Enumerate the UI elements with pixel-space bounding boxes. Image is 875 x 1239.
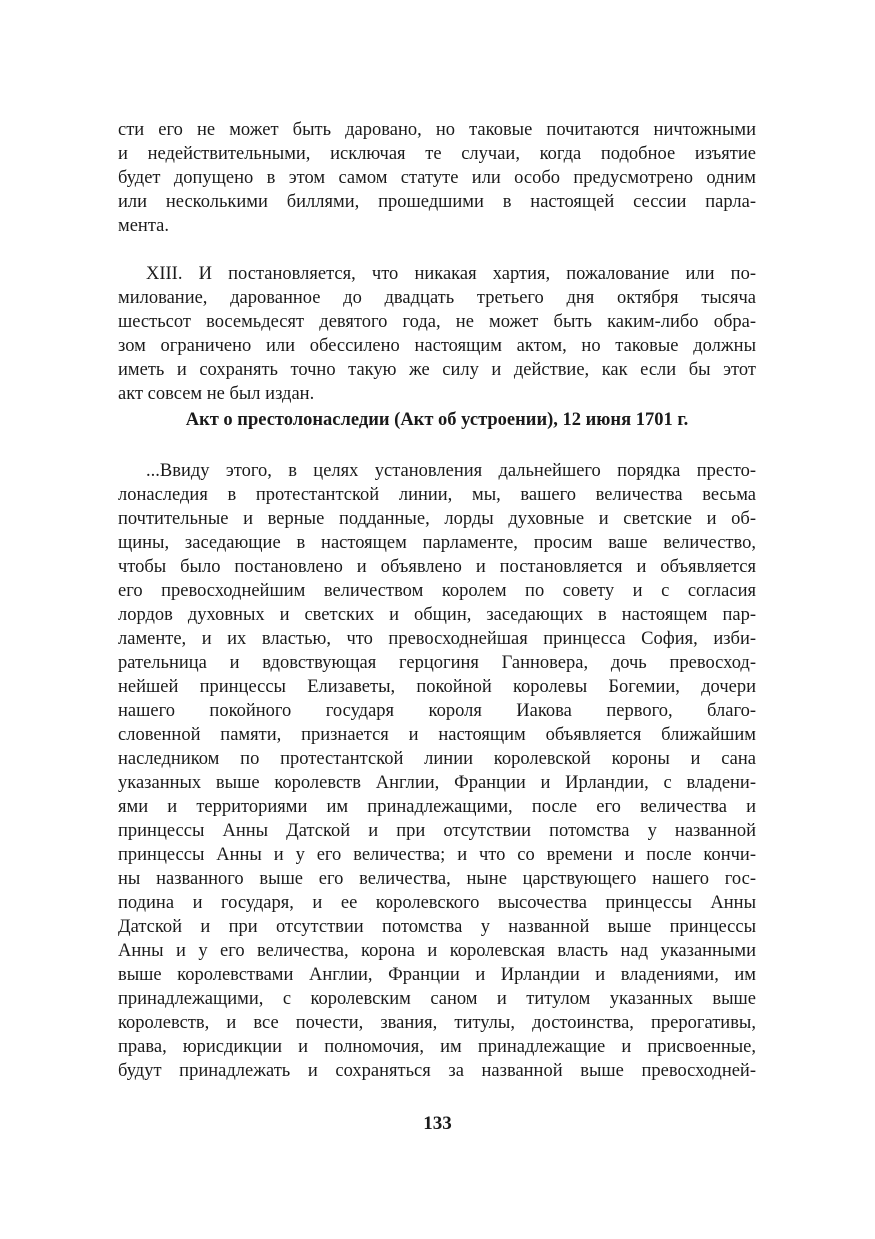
text-line: права, юрисдикции и полномочия, им принадлежащие и присвоенные, xyxy=(118,1037,756,1057)
text-line: ламенте, и их властью, что превосходнейшая принцесса София, изби- xyxy=(118,629,756,649)
paragraph-continued xyxy=(118,118,756,238)
text-line: акт совсем не был издан. xyxy=(118,384,315,404)
text-line: ями и территориями им принадлежащими, после его величества и xyxy=(118,797,756,817)
text-line: и недействительными, исключая те случаи, когда подобное изъятие xyxy=(118,144,756,164)
text-line: принцессы Анны и у его величества; и что со времени и после кончи- xyxy=(118,845,756,865)
text-line: зом ограничено или обессилено настоящим актом, но таковые должны xyxy=(118,336,756,356)
text-line: словенной памяти, признается и настоящим объявляется ближайшим xyxy=(118,725,756,745)
text-line: нейшей принцессы Елизаветы, покойной королевы Богемии, дочери xyxy=(118,677,756,697)
text-line: сти его не может быть даровано, но таковые почитаются ничтожными xyxy=(118,120,756,140)
text-line: чтобы было постановлено и объявлено и постановляется и объявляется xyxy=(118,557,756,577)
text-line: шестьсот восемьдесят девятого года, не может быть каким-либо обра- xyxy=(118,312,756,332)
text-line: рательница и вдовствующая герцогиня Ганновера, дочь превосход- xyxy=(118,653,756,673)
text-line: Датской и при отсутствии потомства у названной выше принцессы xyxy=(118,917,756,937)
text-line: ны названного выше его величества, ныне царствующего нашего гос- xyxy=(118,869,756,889)
text-line: лордов духовных и светских и общин, заседающих в настоящем пар- xyxy=(118,605,756,625)
text-line: будет допущено в этом самом статуте или особо предусмотрено одним xyxy=(118,168,756,188)
text-line: ...Ввиду этого, в целях установления дальнейшего порядка престо- xyxy=(146,461,756,481)
page-number: 133 xyxy=(423,1113,452,1134)
paragraph-article-xiii xyxy=(118,262,756,406)
text-line: милование, дарованное до двадцать третьего дня октября тысяча xyxy=(118,288,756,308)
text-line: принадлежащими, с королевским саном и титулом указанных выше xyxy=(118,989,756,1009)
text-line: указанных выше королевств Англии, Франции и Ирландии, с владени- xyxy=(118,773,756,793)
text-line: почтительные и верные подданные, лорды духовные и светские и об- xyxy=(118,509,756,529)
text-line: или несколькими биллями, прошедшими в настоящей сессии парла- xyxy=(118,192,756,212)
text-line: мента. xyxy=(118,216,169,236)
paragraph-act-text xyxy=(118,459,756,1083)
text-line: лонаследия в протестантской линии, мы, вашего величества весьма xyxy=(118,485,756,505)
text-line: его превосходнейшим величеством королем по совету и с согласия xyxy=(118,581,756,601)
text-line: будут принадлежать и сохраняться за названной выше превосходней- xyxy=(118,1061,756,1081)
text-line: иметь и сохранять точно такую же силу и действие, как если бы этот xyxy=(118,360,756,380)
text-line: XIII. И постановляется, что никакая хартия, пожалование или по- xyxy=(146,264,756,284)
text-line: подина и государя, и ее королевского высочества принцессы Анны xyxy=(118,893,756,913)
text-line: выше королевствами Англии, Франции и Ирландии и владениями, им xyxy=(118,965,756,985)
section-heading: Акт о престолонаследии (Акт об устроении), 12 июня 1701 г. xyxy=(185,410,689,430)
text-line: Анны и у его величества, корона и королевская власть над указанными xyxy=(118,941,756,961)
text-line: щины, заседающие в настоящем парламенте, просим ваше величество, xyxy=(118,533,756,553)
text-line: наследником по протестантской линии королевской короны и сана xyxy=(118,749,756,769)
text-line: нашего покойного государя короля Иакова первого, благо- xyxy=(118,701,756,721)
text-line: королевств, и все почести, звания, титулы, достоинства, прерогативы, xyxy=(118,1013,756,1033)
text-line: принцессы Анны Датской и при отсутствии потомства у названной xyxy=(118,821,756,841)
